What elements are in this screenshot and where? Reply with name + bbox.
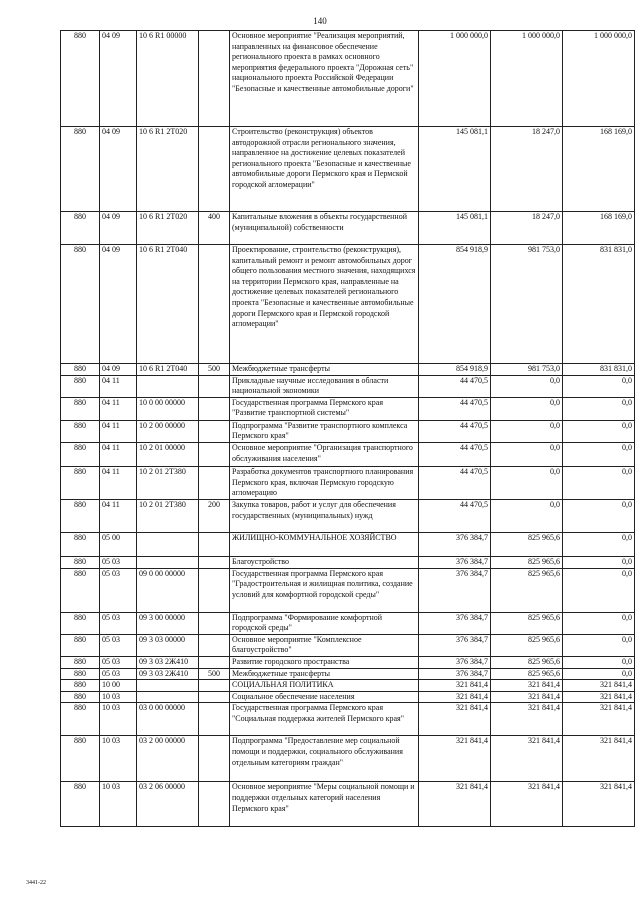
description-cell: Основное мероприятие "Комплексное благоустройство" (230, 634, 419, 656)
expense-type-cell (199, 736, 230, 782)
subsection-code-cell: 04 11 (100, 499, 137, 532)
expense-type-cell (199, 691, 230, 703)
table-row (61, 634, 635, 656)
amount-year2-cell: 321 841,4 (491, 736, 563, 782)
target-article-cell (137, 691, 199, 703)
amount-year3-cell: 0,0 (563, 612, 635, 634)
amount-year1-cell: 1 000 000,0 (419, 31, 491, 127)
amount-year3-cell: 0,0 (563, 556, 635, 568)
amount-year2-cell: 825 965,6 (491, 612, 563, 634)
section-code-cell: 880 (61, 782, 100, 827)
amount-year1-cell: 321 841,4 (419, 736, 491, 782)
target-article-cell: 10 6 R1 2Т040 (137, 245, 199, 364)
amount-year2-cell: 825 965,6 (491, 668, 563, 680)
target-article-cell: 10 2 01 00000 (137, 442, 199, 466)
amount-year1-cell: 321 841,4 (419, 703, 491, 736)
amount-year1-cell: 376 384,7 (419, 556, 491, 568)
subsection-code-cell: 05 03 (100, 634, 137, 656)
amount-year1-cell: 376 384,7 (419, 568, 491, 612)
page-number: 140 (313, 16, 327, 26)
table-row (61, 364, 635, 376)
amount-year2-cell: 0,0 (491, 466, 563, 499)
expense-type-cell (199, 612, 230, 634)
subsection-code-cell: 04 09 (100, 31, 137, 127)
expense-type-cell (199, 656, 230, 668)
description-cell: Благоустройство (230, 556, 419, 568)
expense-type-cell (199, 634, 230, 656)
section-code-cell: 880 (61, 212, 100, 245)
section-code-cell: 880 (61, 703, 100, 736)
amount-year1-cell: 321 841,4 (419, 680, 491, 692)
expense-type-cell (199, 31, 230, 127)
amount-year1-cell: 44 470,5 (419, 397, 491, 420)
section-code-cell: 880 (61, 736, 100, 782)
target-article-cell: 10 2 01 2Т380 (137, 499, 199, 532)
table-row (61, 212, 635, 245)
amount-year2-cell: 981 753,0 (491, 364, 563, 376)
subsection-code-cell: 04 11 (100, 375, 137, 397)
amount-year2-cell: 825 965,6 (491, 656, 563, 668)
description-cell: Проектирование, строительство (реконструкция), капитальный ремонт и ремонт автомобильных дорог общего пользования местного значения, находящихся на территории Пермского края, направленные на достижение целевых показателей регионального проекта "Безопасные и качественные автомобильные дороги Пермского края и Пермской городской агломерации" (230, 245, 419, 364)
expense-type-cell (199, 245, 230, 364)
description-cell: Закупка товаров, работ и услуг для обеспечения государственных (муниципальных) нужд (230, 499, 419, 532)
amount-year3-cell: 321 841,4 (563, 736, 635, 782)
amount-year2-cell: 0,0 (491, 375, 563, 397)
amount-year2-cell: 0,0 (491, 397, 563, 420)
description-cell: ЖИЛИЩНО-КОММУНАЛЬНОЕ ХОЗЯЙСТВО (230, 532, 419, 556)
expense-type-cell (199, 420, 230, 442)
expense-type-cell (199, 568, 230, 612)
table-row (61, 31, 635, 127)
amount-year3-cell: 0,0 (563, 442, 635, 466)
amount-year3-cell: 321 841,4 (563, 782, 635, 827)
description-cell: Основное мероприятие "Организация транспортного обслуживания населения" (230, 442, 419, 466)
description-cell: Подпрограмма "Формирование комфортной городской среды" (230, 612, 419, 634)
amount-year1-cell: 145 081,1 (419, 127, 491, 212)
table-row (61, 736, 635, 782)
subsection-code-cell: 10 03 (100, 736, 137, 782)
table-row (61, 442, 635, 466)
amount-year2-cell: 321 841,4 (491, 782, 563, 827)
amount-year3-cell: 831 831,0 (563, 364, 635, 376)
description-cell: Подпрограмма "Предоставление мер социальной помощи и поддержки, социального обслуживания отдельным категориям граждан" (230, 736, 419, 782)
table-row (61, 568, 635, 612)
target-article-cell (137, 680, 199, 692)
description-cell: Социальное обеспечение населения (230, 691, 419, 703)
description-cell: Государственная программа Пермского края "Социальная поддержка жителей Пермского края" (230, 703, 419, 736)
table-row (61, 782, 635, 827)
description-cell: Разработка документов транспортного планирования Пермского края, включая Пермскую городскую агломерацию (230, 466, 419, 499)
section-code-cell: 880 (61, 127, 100, 212)
expense-type-cell: 400 (199, 212, 230, 245)
amount-year2-cell: 321 841,4 (491, 680, 563, 692)
expense-type-cell (199, 680, 230, 692)
amount-year3-cell: 321 841,4 (563, 680, 635, 692)
target-article-cell: 09 3 03 2Ж410 (137, 668, 199, 680)
amount-year1-cell: 376 384,7 (419, 656, 491, 668)
expense-type-cell (199, 556, 230, 568)
subsection-code-cell: 04 09 (100, 364, 137, 376)
table-row (61, 668, 635, 680)
section-code-cell: 880 (61, 420, 100, 442)
expense-type-cell (199, 127, 230, 212)
section-code-cell: 880 (61, 364, 100, 376)
subsection-code-cell: 05 03 (100, 612, 137, 634)
amount-year1-cell: 145 081,1 (419, 212, 491, 245)
table-row (61, 703, 635, 736)
amount-year1-cell: 854 918,9 (419, 245, 491, 364)
amount-year2-cell: 1 000 000,0 (491, 31, 563, 127)
description-cell: Государственная программа Пермского края "Градостроительная и жилищная политика, создание условий для комфортной городской среды" (230, 568, 419, 612)
expense-type-cell (199, 703, 230, 736)
amount-year2-cell: 321 841,4 (491, 703, 563, 736)
amount-year1-cell: 44 470,5 (419, 420, 491, 442)
target-article-cell (137, 375, 199, 397)
amount-year3-cell: 0,0 (563, 499, 635, 532)
expense-type-cell (199, 782, 230, 827)
amount-year2-cell: 981 753,0 (491, 245, 563, 364)
amount-year1-cell: 854 918,9 (419, 364, 491, 376)
target-article-cell: 10 6 R1 2Т020 (137, 212, 199, 245)
amount-year3-cell: 831 831,0 (563, 245, 635, 364)
target-article-cell: 09 3 03 2Ж410 (137, 656, 199, 668)
target-article-cell: 10 2 00 00000 (137, 420, 199, 442)
section-code-cell: 880 (61, 634, 100, 656)
budget-table (60, 30, 635, 827)
section-code-cell: 880 (61, 556, 100, 568)
description-cell: Межбюджетные трансферты (230, 668, 419, 680)
table-row (61, 691, 635, 703)
amount-year1-cell: 44 470,5 (419, 499, 491, 532)
amount-year3-cell: 0,0 (563, 532, 635, 556)
amount-year3-cell: 0,0 (563, 656, 635, 668)
subsection-code-cell: 05 00 (100, 532, 137, 556)
table-row (61, 656, 635, 668)
subsection-code-cell: 10 03 (100, 691, 137, 703)
amount-year3-cell: 0,0 (563, 375, 635, 397)
target-article-cell: 10 2 01 2Т380 (137, 466, 199, 499)
subsection-code-cell: 05 03 (100, 668, 137, 680)
section-code-cell: 880 (61, 397, 100, 420)
amount-year3-cell: 0,0 (563, 634, 635, 656)
target-article-cell: 10 0 00 00000 (137, 397, 199, 420)
subsection-code-cell: 05 03 (100, 556, 137, 568)
description-cell: СОЦИАЛЬНАЯ ПОЛИТИКА (230, 680, 419, 692)
amount-year3-cell: 0,0 (563, 668, 635, 680)
target-article-cell: 10 6 R1 2Т040 (137, 364, 199, 376)
section-code-cell: 880 (61, 568, 100, 612)
table-row (61, 245, 635, 364)
amount-year3-cell: 0,0 (563, 420, 635, 442)
section-code-cell: 880 (61, 656, 100, 668)
target-article-cell: 10 6 R1 2Т020 (137, 127, 199, 212)
section-code-cell: 880 (61, 31, 100, 127)
table-row (61, 612, 635, 634)
amount-year2-cell: 18 247,0 (491, 127, 563, 212)
amount-year2-cell: 825 965,6 (491, 634, 563, 656)
amount-year1-cell: 376 384,7 (419, 532, 491, 556)
description-cell: Строительство (реконструкция) объектов автодорожной отрасли регионального значения, направленное на достижение целевых показателей регионального проекта "Безопасные и качественные автомобильные дороги Пермского края и Пермской городской агломерации" (230, 127, 419, 212)
expense-type-cell (199, 375, 230, 397)
amount-year3-cell: 321 841,4 (563, 703, 635, 736)
table-row (61, 127, 635, 212)
subsection-code-cell: 04 09 (100, 127, 137, 212)
table-row (61, 499, 635, 532)
expense-type-cell (199, 442, 230, 466)
amount-year2-cell: 825 965,6 (491, 568, 563, 612)
section-code-cell: 880 (61, 612, 100, 634)
description-cell: Капитальные вложения в объекты государственной (муниципальной) собственности (230, 212, 419, 245)
amount-year2-cell: 18 247,0 (491, 212, 563, 245)
subsection-code-cell: 04 11 (100, 442, 137, 466)
section-code-cell: 880 (61, 245, 100, 364)
amount-year3-cell: 1 000 000,0 (563, 31, 635, 127)
target-article-cell: 03 2 06 00000 (137, 782, 199, 827)
section-code-cell: 880 (61, 680, 100, 692)
amount-year1-cell: 376 384,7 (419, 612, 491, 634)
target-article-cell: 03 2 00 00000 (137, 736, 199, 782)
amount-year1-cell: 44 470,5 (419, 375, 491, 397)
amount-year1-cell: 44 470,5 (419, 466, 491, 499)
subsection-code-cell: 05 03 (100, 568, 137, 612)
document-code: 3441-22 (26, 880, 46, 886)
amount-year2-cell: 321 841,4 (491, 691, 563, 703)
subsection-code-cell: 04 11 (100, 466, 137, 499)
section-code-cell: 880 (61, 532, 100, 556)
amount-year3-cell: 168 169,0 (563, 127, 635, 212)
section-code-cell: 880 (61, 442, 100, 466)
description-cell: Межбюджетные трансферты (230, 364, 419, 376)
table-row (61, 420, 635, 442)
target-article-cell: 09 3 03 00000 (137, 634, 199, 656)
table-row (61, 466, 635, 499)
expense-type-cell: 500 (199, 668, 230, 680)
amount-year1-cell: 376 384,7 (419, 668, 491, 680)
subsection-code-cell: 10 03 (100, 782, 137, 827)
target-article-cell: 09 0 00 00000 (137, 568, 199, 612)
expense-type-cell (199, 397, 230, 420)
subsection-code-cell: 04 09 (100, 212, 137, 245)
description-cell: Основное мероприятие "Реализация мероприятий, направленных на финансовое обеспечение регионального проекта в рамках основного мероприятия федерального проекта "Дорожная сеть" национального проекта Российской Федерации "Безопасные и качественные автомобильные дороги" (230, 31, 419, 127)
table-row (61, 375, 635, 397)
expense-type-cell (199, 466, 230, 499)
table-row (61, 397, 635, 420)
subsection-code-cell: 10 00 (100, 680, 137, 692)
target-article-cell (137, 556, 199, 568)
section-code-cell: 880 (61, 375, 100, 397)
expense-type-cell: 200 (199, 499, 230, 532)
amount-year1-cell: 44 470,5 (419, 442, 491, 466)
target-article-cell: 09 3 00 00000 (137, 612, 199, 634)
amount-year2-cell: 825 965,6 (491, 532, 563, 556)
table-row (61, 680, 635, 692)
amount-year3-cell: 168 169,0 (563, 212, 635, 245)
amount-year3-cell: 0,0 (563, 397, 635, 420)
description-cell: Основное мероприятие "Меры социальной помощи и поддержки отдельных категорий населения Пермского края" (230, 782, 419, 827)
table-row (61, 532, 635, 556)
section-code-cell: 880 (61, 668, 100, 680)
subsection-code-cell: 10 03 (100, 703, 137, 736)
amount-year1-cell: 321 841,4 (419, 691, 491, 703)
amount-year2-cell: 0,0 (491, 420, 563, 442)
target-article-cell (137, 532, 199, 556)
subsection-code-cell: 05 03 (100, 656, 137, 668)
amount-year3-cell: 0,0 (563, 568, 635, 612)
description-cell: Развитие городского пространства (230, 656, 419, 668)
target-article-cell: 03 0 00 00000 (137, 703, 199, 736)
table-row (61, 556, 635, 568)
description-cell: Подпрограмма "Развитие транспортного комплекса Пермского края" (230, 420, 419, 442)
amount-year2-cell: 0,0 (491, 499, 563, 532)
amount-year2-cell: 825 965,6 (491, 556, 563, 568)
amount-year1-cell: 376 384,7 (419, 634, 491, 656)
target-article-cell: 10 6 R1 00000 (137, 31, 199, 127)
amount-year3-cell: 0,0 (563, 466, 635, 499)
subsection-code-cell: 04 09 (100, 245, 137, 364)
subsection-code-cell: 04 11 (100, 420, 137, 442)
expense-type-cell: 500 (199, 364, 230, 376)
amount-year3-cell: 321 841,4 (563, 691, 635, 703)
description-cell: Прикладные научные исследования в области национальной экономики (230, 375, 419, 397)
description-cell: Государственная программа Пермского края "Развитие транспортной системы" (230, 397, 419, 420)
section-code-cell: 880 (61, 499, 100, 532)
subsection-code-cell: 04 11 (100, 397, 137, 420)
section-code-cell: 880 (61, 466, 100, 499)
expense-type-cell (199, 532, 230, 556)
amount-year1-cell: 321 841,4 (419, 782, 491, 827)
amount-year2-cell: 0,0 (491, 442, 563, 466)
table-body (61, 31, 635, 827)
section-code-cell: 880 (61, 691, 100, 703)
